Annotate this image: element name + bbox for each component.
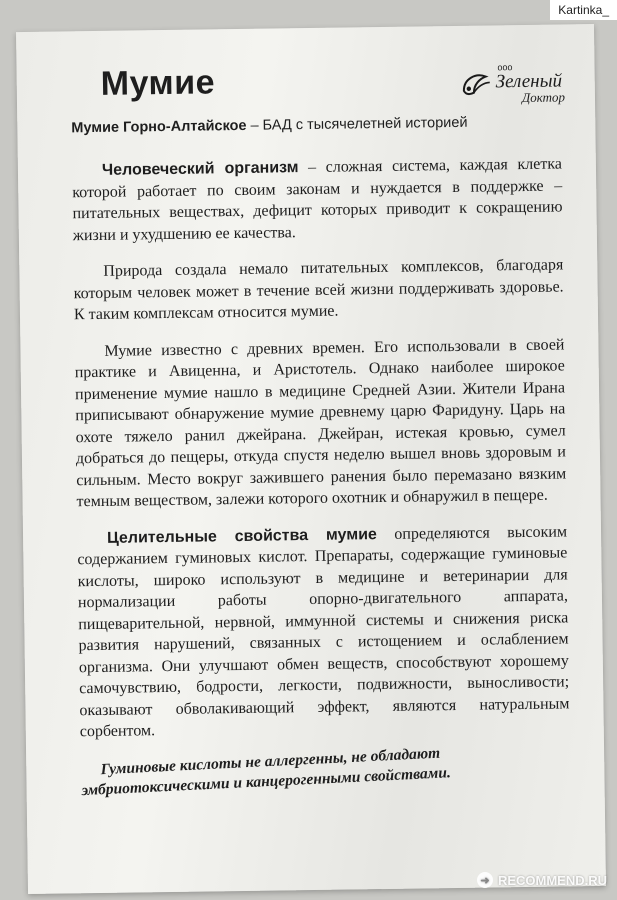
subtitle-bold: Мумие Горно-Алтайское — [71, 117, 247, 137]
brand-ooo: ооо — [497, 62, 513, 73]
subtitle-rest: – БАД с тысячелетней историей — [246, 114, 468, 134]
leaf-swirl-icon — [459, 68, 493, 100]
document-title: Мумие — [100, 63, 216, 103]
brand-logo-text — [495, 62, 565, 104]
paragraph-lead: Человеческий организм — [101, 159, 299, 179]
document-subtitle — [71, 113, 561, 136]
paragraph-text: Мумие известно с древних времен. Его использовали в своей практике и Авиценна, и Аристотель. Однако наиболее широкое применение мумие нашло в медицине Средней Азии. Жители Ирана приписывают обнаружение мумие древнему царю Фаридуну. Царь на охоте тяжело ранил джейрана. Джейран, истекая кровью, сумел добраться до пещеры, откуда спустя неделю вышел вновь здоровым и сильным. Место вокруг зажившего ранения было перемазано вязким темным веществом, залежи которого охотник и обнаружил в пещере. — [74, 335, 567, 511]
paragraph-properties — [77, 521, 570, 743]
paragraph-organism — [72, 153, 563, 246]
brand-name: Зеленый — [495, 70, 563, 93]
brand-subname: Доктор — [521, 89, 566, 106]
header-row — [70, 58, 566, 110]
watermark-bottom-text: RECOMMEND.RU — [497, 872, 607, 888]
paragraph-history — [74, 334, 566, 513]
leaflet-content — [70, 58, 570, 800]
paragraph-lead: Целительные свойства мумие — [106, 525, 377, 547]
watermark-top: Kartinka_ — [550, 0, 617, 20]
final-statement: Гуминовые кислоты не аллергенны, не обладают эмбриотоксическими и канцерогенными свойствами. — [81, 744, 452, 799]
paragraph-text: определяются высоким содержанием гуминовых кислот. Препараты, содержащие гуминовые кислоты, широко используют в медицине и ветеринарии для нормализации работы опорно-двигательного аппарата, пищеварительной, нервной, иммунной системы и снижения риска развития нарушений, связанных с истощением и ослаблением организма. Они улучшают обмен веществ, способствуют хорошему самочувствию, бодрости, легкости, подвижности, выносливости; оказывают обволакивающий эффект, являются натуральным сорбентом. — [77, 522, 570, 741]
watermark-bottom — [477, 872, 607, 888]
paragraph-text: Природа создала немало питательных комплексов, благодаря которым человек может в течение всей жизни поддерживать здоровье. К таким комплексам относится мумие. — [73, 256, 564, 324]
recommend-logo-icon: ➜ — [477, 872, 493, 888]
paragraph-nature — [73, 254, 564, 325]
leaflet-paper — [16, 24, 606, 894]
brand-logo — [459, 62, 565, 104]
paragraph-text: – сложная система, каждая клетка которой работает по своим законам и нуждается в поддержке – питательных веществах, дефицит которых приводит к сокращению жизни и ухудшению ее качества. — [72, 155, 563, 244]
